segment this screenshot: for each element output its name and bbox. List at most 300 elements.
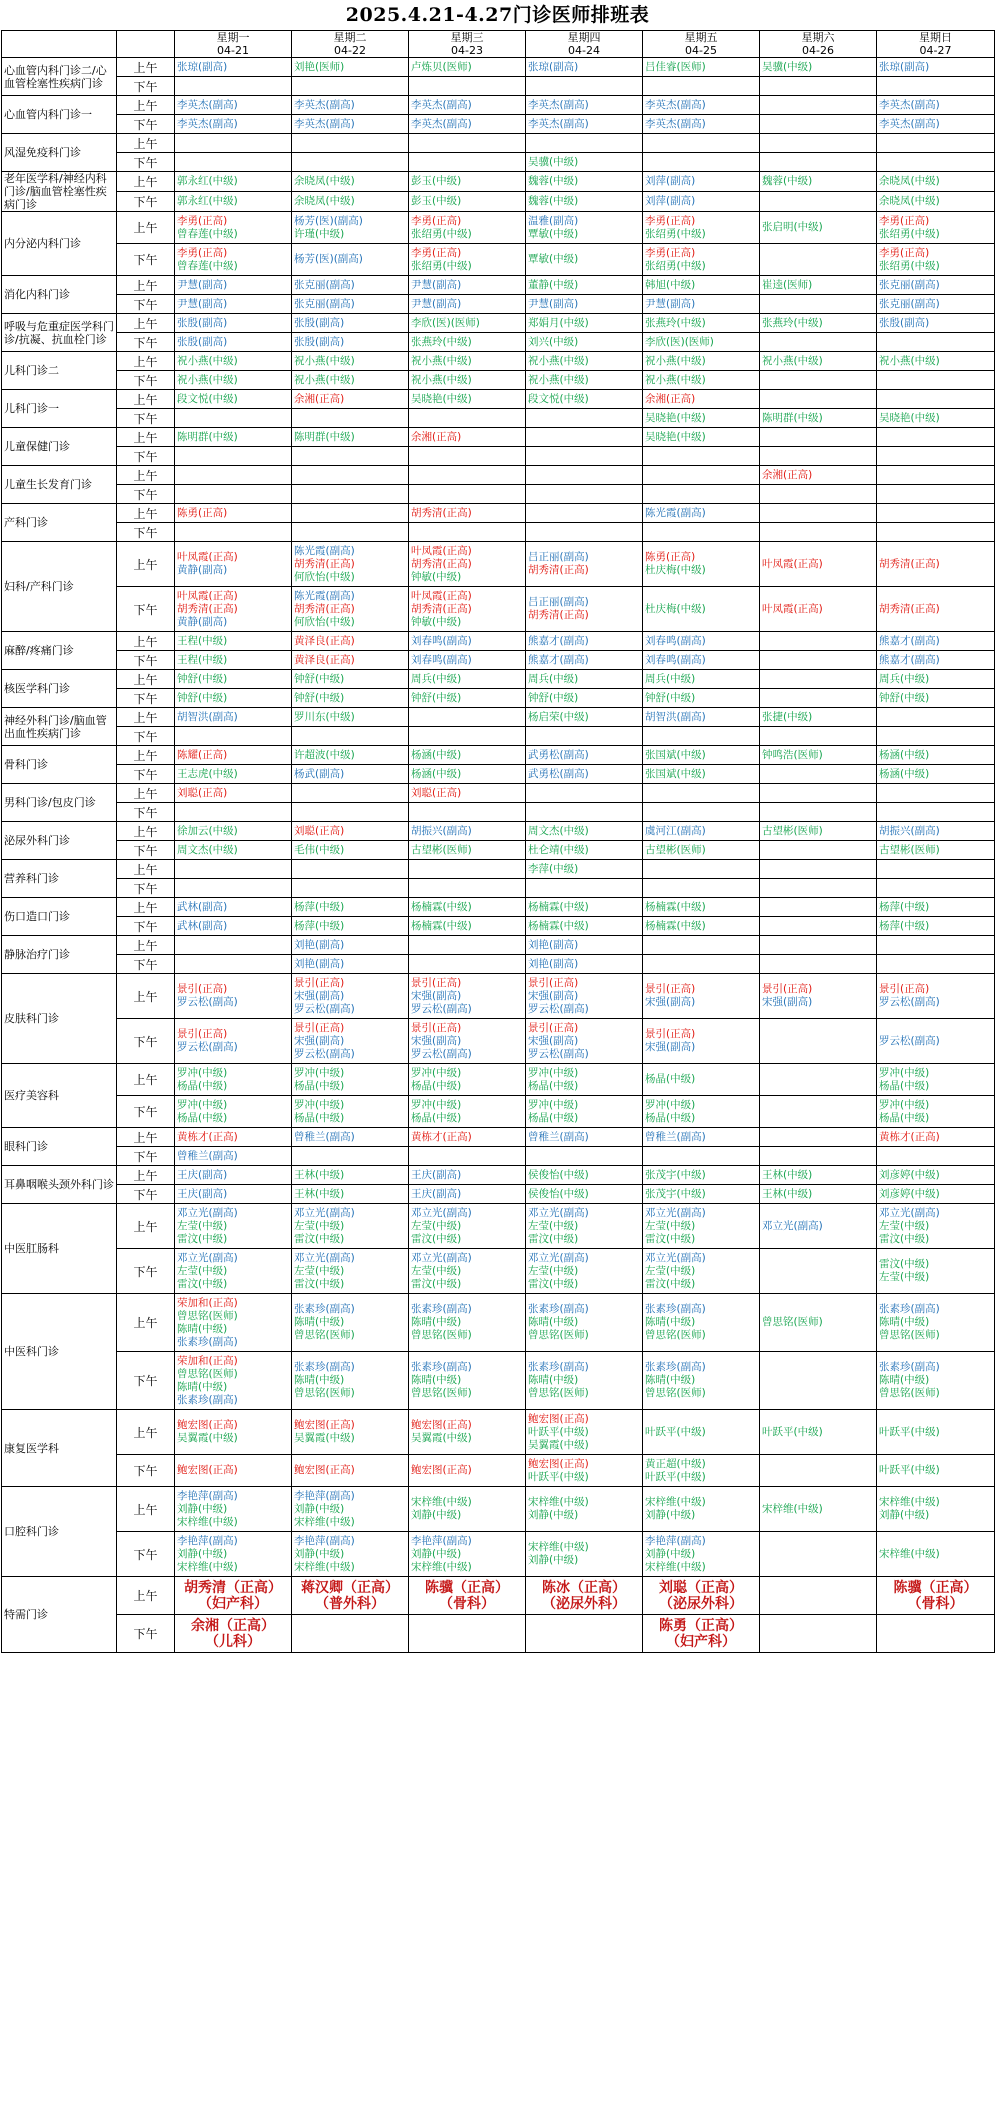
schedule-row xyxy=(2,1615,995,1653)
doctor-entry: 张素珍(副高) xyxy=(879,1361,940,1373)
doctor-entry: 雷汶(中级) xyxy=(645,1277,696,1290)
shift-cell xyxy=(409,172,526,192)
doctor-entry: 尹慧(副高) xyxy=(411,278,462,291)
doctor-entry: 韩旭(中级) xyxy=(645,278,696,291)
doctor-entry: 段文悦(中级) xyxy=(177,392,238,405)
shift-cell xyxy=(175,276,292,295)
shift-cell xyxy=(292,1532,409,1577)
afternoon-label: 下午 xyxy=(117,917,175,936)
day-header xyxy=(409,31,526,58)
shift-cell xyxy=(292,1352,409,1410)
doctor-entry: 杨萍(中级) xyxy=(879,919,930,932)
shift-cell xyxy=(409,244,526,276)
doctor-entry: 宋强(副高) xyxy=(294,1034,345,1047)
schedule-row xyxy=(2,689,995,708)
schedule-row xyxy=(2,212,995,244)
doctor-entry: 黄静(副高) xyxy=(177,615,228,628)
department-name: 儿童生长发育门诊 xyxy=(2,466,117,504)
shift-cell xyxy=(292,523,409,542)
schedule-row xyxy=(2,1487,995,1532)
doctor-entry: 张燕玲(中级) xyxy=(645,316,706,329)
shift-cell xyxy=(643,466,760,485)
shift-cell xyxy=(175,409,292,428)
shift-cell xyxy=(409,670,526,689)
doctor-entry: 李勇(正高) xyxy=(879,246,930,259)
doctor-entry: 杨晶(中级) xyxy=(645,1073,696,1085)
shift-cell xyxy=(175,153,292,172)
shift-cell xyxy=(643,974,760,1019)
shift-cell xyxy=(526,841,643,860)
doctor-entry: 宋梓维(中级) xyxy=(528,1496,589,1508)
doctor-entry: 曾思铭(医师) xyxy=(177,1309,238,1322)
shift-cell xyxy=(643,803,760,822)
afternoon-label: 下午 xyxy=(117,153,175,172)
doctor-entry: 胡秀清(正高) xyxy=(177,602,238,615)
schedule-row xyxy=(2,708,995,727)
shift-cell xyxy=(643,485,760,504)
morning-label: 上午 xyxy=(117,1204,175,1249)
shift-cell xyxy=(643,371,760,390)
shift-cell xyxy=(175,192,292,212)
doctor-entry: 罗冲(中级) xyxy=(879,1098,930,1111)
doctor-entry: 陈晴(中级) xyxy=(294,1374,345,1386)
schedule-row xyxy=(2,276,995,295)
shift-cell xyxy=(877,352,995,371)
doctor-entry: 张素珍(副高) xyxy=(528,1361,589,1373)
schedule-row xyxy=(2,841,995,860)
doctor-entry: 刘静(中级) xyxy=(411,1509,462,1521)
department-name: 儿科门诊一 xyxy=(2,390,117,428)
doctor-entry: 熊嘉才(副高) xyxy=(879,634,940,647)
morning-label: 上午 xyxy=(117,822,175,841)
shift-cell xyxy=(643,1532,760,1577)
doctor-entry: 刘静(中级) xyxy=(177,1547,228,1560)
morning-label: 上午 xyxy=(117,172,175,192)
doctor-entry: 吕佳睿(医师) xyxy=(645,60,706,73)
doctor-entry: 熊嘉才(副高) xyxy=(528,653,589,666)
shift-cell xyxy=(643,153,760,172)
doctor-entry: 陈勇(正高) xyxy=(645,551,696,563)
doctor-entry: 曾思铭(医师) xyxy=(411,1387,472,1399)
schedule-row xyxy=(2,1410,995,1455)
doctor-entry: 杨芳(医)(副高) xyxy=(294,214,363,227)
shift-cell xyxy=(643,428,760,447)
doctor-entry: 张克丽(副高) xyxy=(294,278,355,291)
day-date: 04-26 xyxy=(802,44,834,57)
shift-cell xyxy=(292,77,409,96)
shift-cell xyxy=(877,485,995,504)
shift-cell xyxy=(409,632,526,651)
doctor-entry: 罗冲(中级) xyxy=(294,1066,345,1079)
doctor-entry: 刘静(中级) xyxy=(645,1509,696,1521)
shift-cell xyxy=(526,822,643,841)
doctor-entry: 李英杰(副高) xyxy=(177,98,238,111)
doctor-entry: 杨晶(中级) xyxy=(177,1111,228,1124)
doctor-entry: 武勇松(副高) xyxy=(528,748,589,761)
shift-cell xyxy=(643,841,760,860)
shift-cell xyxy=(409,1128,526,1147)
doctor-entry: 张克丽(副高) xyxy=(879,278,940,291)
shift-cell xyxy=(643,689,760,708)
doctor-entry: 徐加云(中级) xyxy=(177,824,238,837)
afternoon-label: 下午 xyxy=(117,192,175,212)
shift-cell xyxy=(175,936,292,955)
shift-cell xyxy=(526,295,643,314)
shift-cell xyxy=(760,822,877,841)
shift-cell xyxy=(760,134,877,153)
department-name: 营养科门诊 xyxy=(2,860,117,898)
shift-cell xyxy=(760,784,877,803)
shift-cell xyxy=(175,898,292,917)
shift-cell xyxy=(877,689,995,708)
afternoon-label: 下午 xyxy=(117,115,175,134)
doctor-entry: 尹慧(副高) xyxy=(411,297,462,310)
doctor-entry: 宋梓维(中级) xyxy=(645,1496,706,1508)
schedule-body xyxy=(2,58,995,1653)
doctor-entry: 叶跃平(中级) xyxy=(879,1425,940,1438)
shift-cell xyxy=(292,689,409,708)
doctor-entry: 祝小燕(中级) xyxy=(762,354,823,367)
doctor-entry: 杨晶(中级) xyxy=(879,1079,930,1092)
doctor-entry: 景引(正高) xyxy=(411,1021,462,1034)
shift-cell xyxy=(175,1147,292,1166)
doctor-entry: 左莹(中级) xyxy=(879,1271,930,1283)
shift-cell xyxy=(175,746,292,765)
morning-label: 上午 xyxy=(117,1128,175,1147)
doctor-entry: 罗冲(中级) xyxy=(177,1098,228,1111)
shift-cell xyxy=(643,1019,760,1064)
shift-cell xyxy=(292,1147,409,1166)
doctor-entry: 杨武(副高) xyxy=(294,767,345,780)
doctor-entry: 罗冲(中级) xyxy=(645,1098,696,1111)
department-name: 特需门诊 xyxy=(2,1577,117,1653)
shift-cell xyxy=(175,333,292,352)
shift-cell xyxy=(292,153,409,172)
doctor-entry: 张琼(副高) xyxy=(879,60,930,73)
doctor-entry: 陈晴(中级) xyxy=(294,1316,345,1328)
doctor-entry: 祝小燕(中级) xyxy=(528,373,589,386)
doctor-entry: 雷汶(中级) xyxy=(879,1232,930,1245)
shift-cell xyxy=(526,1410,643,1455)
doctor-entry: 李英杰(副高) xyxy=(294,117,355,130)
doctor-entry: 黄正超(中级) xyxy=(645,1457,706,1470)
doctor-entry: 陈晴(中级) xyxy=(879,1316,930,1328)
shift-cell xyxy=(526,542,643,587)
shift-cell xyxy=(643,409,760,428)
shift-cell xyxy=(292,898,409,917)
shift-cell xyxy=(175,1455,292,1487)
doctor-entry: 刘艳(副高) xyxy=(528,957,579,970)
shift-cell xyxy=(526,936,643,955)
shift-cell xyxy=(877,466,995,485)
shift-cell xyxy=(409,212,526,244)
shift-cell xyxy=(526,172,643,192)
shift-cell xyxy=(292,879,409,898)
doctor-entry: 罗冲(中级) xyxy=(294,1098,345,1111)
page-title: 2025.4.21-4.27门诊医师排班表 xyxy=(345,4,650,26)
afternoon-label: 下午 xyxy=(117,77,175,96)
schedule-row xyxy=(2,542,995,587)
doctor-entry: 张燕玲(中级) xyxy=(411,335,472,348)
doctor-entry: 杨晶(中级) xyxy=(411,1079,462,1092)
morning-label: 上午 xyxy=(117,58,175,77)
shift-cell xyxy=(643,1615,760,1653)
shift-cell xyxy=(292,134,409,153)
doctor-entry: 左莹(中级) xyxy=(177,1264,228,1277)
doctor-entry: 杨萍(中级) xyxy=(879,900,930,913)
doctor-entry: 叶凤霞(正高) xyxy=(177,589,238,602)
morning-label: 上午 xyxy=(117,974,175,1019)
department-name: 骨科门诊 xyxy=(2,746,117,784)
morning-label: 上午 xyxy=(117,504,175,523)
shift-cell xyxy=(175,1204,292,1249)
doctor-entry: 尹慧(副高) xyxy=(528,297,579,310)
doctor-entry: 邓立光(副高) xyxy=(528,1206,589,1219)
shift-cell xyxy=(526,1615,643,1653)
doctor-entry: 鲍宏图(正高) xyxy=(294,1419,355,1431)
doctor-entry: 邓立光(副高) xyxy=(411,1206,472,1219)
doctor-entry: 吴翼霞(中级) xyxy=(528,1438,589,1451)
doctor-entry: 周文杰(中级) xyxy=(177,843,238,856)
doctor-entry: 曾思铭(医师) xyxy=(879,1387,940,1399)
shift-cell xyxy=(292,172,409,192)
shift-cell xyxy=(877,153,995,172)
doctor-entry: 邓立光(副高) xyxy=(645,1206,706,1219)
doctor-entry: 胡振兴(副高) xyxy=(411,824,472,837)
schedule-row xyxy=(2,58,995,77)
doctor-entry: 张绍勇(中级) xyxy=(645,259,706,272)
shift-cell xyxy=(175,371,292,390)
shift-cell xyxy=(760,447,877,466)
shift-cell xyxy=(526,746,643,765)
shift-cell xyxy=(526,244,643,276)
shift-cell xyxy=(175,1128,292,1147)
shift-cell xyxy=(175,1096,292,1128)
doctor-entry: 武林(副高) xyxy=(177,919,228,932)
doctor-entry: 吴晓艳(中级) xyxy=(879,411,940,424)
doctor-entry: 杨晶(中级) xyxy=(645,1111,696,1124)
shift-cell xyxy=(292,1487,409,1532)
doctor-entry: 李英杰(副高) xyxy=(528,117,589,130)
doctor-entry: 张素珍(副高) xyxy=(177,1393,238,1406)
shift-cell xyxy=(877,504,995,523)
schedule-row xyxy=(2,727,995,746)
shift-cell xyxy=(760,898,877,917)
department-name: 老年医学科/神经内科门诊/脑血管栓塞性疾病门诊 xyxy=(2,172,117,212)
afternoon-label: 下午 xyxy=(117,295,175,314)
morning-label: 上午 xyxy=(117,314,175,333)
doctor-entry: 罗云松(副高) xyxy=(528,1002,589,1015)
shift-cell xyxy=(643,172,760,192)
shift-cell xyxy=(175,879,292,898)
shift-cell xyxy=(526,409,643,428)
doctor-entry: 钟舒(中级) xyxy=(177,672,228,685)
shift-cell xyxy=(760,96,877,115)
morning-label: 上午 xyxy=(117,390,175,409)
shift-cell xyxy=(643,765,760,784)
doctor-entry: 张殷(副高) xyxy=(177,316,228,329)
doctor-entry: 杨晶(中级) xyxy=(528,1111,579,1124)
doctor-entry: 景引(正高) xyxy=(762,983,813,995)
shift-cell xyxy=(877,1455,995,1487)
doctor-entry: 胡秀清(正高) xyxy=(879,557,940,570)
doctor-entry: 刘静(中级) xyxy=(294,1547,345,1560)
shift-cell xyxy=(292,1064,409,1096)
doctor-entry: 王林(中级) xyxy=(762,1168,813,1181)
schedule-row xyxy=(2,390,995,409)
shift-cell xyxy=(175,428,292,447)
shift-cell xyxy=(877,115,995,134)
doctor-entry: 张素珍(副高) xyxy=(879,1303,940,1315)
doctor-entry: 武林(副高) xyxy=(177,900,228,913)
doctor-entry: 曾思铭(医师) xyxy=(411,1329,472,1341)
department-name: 内分泌内科门诊 xyxy=(2,212,117,276)
shift-cell xyxy=(760,409,877,428)
shift-cell xyxy=(760,955,877,974)
doctor-entry: 罗冲(中级) xyxy=(411,1098,462,1111)
shift-cell xyxy=(292,1615,409,1653)
shift-cell xyxy=(409,352,526,371)
doctor-entry: 吴翼霞(中级) xyxy=(177,1432,238,1444)
doctor-entry: 李欣(医)(医师) xyxy=(411,316,480,329)
department-name: 麻醉/疼痛门诊 xyxy=(2,632,117,670)
shift-cell xyxy=(643,746,760,765)
shift-cell xyxy=(877,822,995,841)
shift-cell xyxy=(643,212,760,244)
department-name: 妇科/产科门诊 xyxy=(2,542,117,632)
shift-cell xyxy=(877,632,995,651)
doctor-entry: 刘春鸣(副高) xyxy=(645,634,706,647)
shift-cell xyxy=(175,974,292,1019)
morning-label: 上午 xyxy=(117,276,175,295)
morning-label: 上午 xyxy=(117,1064,175,1096)
doctor-entry: 张绍勇(中级) xyxy=(645,227,706,240)
shift-cell xyxy=(409,504,526,523)
doctor-entry: 尹慧(副高) xyxy=(645,297,696,310)
day-header xyxy=(643,31,760,58)
doctor-entry: 张茂宇(中级) xyxy=(645,1168,706,1181)
shift-cell xyxy=(409,523,526,542)
schedule-row xyxy=(2,1019,995,1064)
shift-cell xyxy=(877,1204,995,1249)
schedule-row xyxy=(2,504,995,523)
doctor-entry: 曾稚兰(副高) xyxy=(645,1130,706,1143)
doctor-entry: 张绍勇(中级) xyxy=(411,227,472,240)
doctor-entry: 刘静(中级) xyxy=(411,1547,462,1560)
doctor-entry: 刘兴(中级) xyxy=(528,335,579,348)
doctor-entry: 李艳萍(副高) xyxy=(177,1534,238,1547)
doctor-entry: 左莹(中级) xyxy=(294,1264,345,1277)
shift-cell xyxy=(760,803,877,822)
doctor-entry: 卢炼贝(医师) xyxy=(411,60,472,73)
schedule-row xyxy=(2,879,995,898)
doctor-entry: 曾稚兰(副高) xyxy=(294,1130,355,1143)
doctor-entry: 黄泽良(正高) xyxy=(294,653,355,666)
doctor-entry: 李英杰(副高) xyxy=(177,117,238,130)
schedule-row xyxy=(2,1294,995,1352)
shift-cell xyxy=(643,1147,760,1166)
afternoon-label: 下午 xyxy=(117,587,175,632)
doctor-entry: 陈晴(中级) xyxy=(528,1316,579,1328)
morning-label: 上午 xyxy=(117,96,175,115)
doctor-entry: 钟舒(中级) xyxy=(411,691,462,704)
doctor-entry: 荣加和(正高) xyxy=(177,1296,238,1309)
shift-cell xyxy=(760,632,877,651)
doctor-entry: 鲍宏图(正高) xyxy=(177,1464,238,1476)
doctor-entry: 吕正丽(副高) xyxy=(528,551,589,563)
shift-cell xyxy=(877,1577,995,1615)
afternoon-label: 下午 xyxy=(117,1249,175,1294)
morning-label: 上午 xyxy=(117,428,175,447)
doctor-entry: 祝小燕(中级) xyxy=(411,354,472,367)
doctor-entry: 刘艳(医师) xyxy=(294,60,345,73)
shift-cell xyxy=(526,1204,643,1249)
doctor-entry: 王庆(副高) xyxy=(411,1187,462,1200)
shift-cell xyxy=(877,898,995,917)
shift-cell xyxy=(526,192,643,212)
shift-cell xyxy=(643,1064,760,1096)
doctor-entry: 雷汶(中级) xyxy=(294,1232,345,1245)
shift-cell xyxy=(643,1166,760,1185)
schedule-row xyxy=(2,1577,995,1615)
department-name: 静脉治疗门诊 xyxy=(2,936,117,974)
doctor-entry: 左莹(中级) xyxy=(645,1219,696,1232)
doctor-entry: 罗云松(副高) xyxy=(177,1041,238,1053)
schedule-row xyxy=(2,936,995,955)
schedule-row xyxy=(2,651,995,670)
shift-cell xyxy=(643,727,760,746)
doctor-entry: 陈勇（正高） xyxy=(659,1617,743,1634)
shift-cell xyxy=(643,708,760,727)
doctor-entry: 李英杰(副高) xyxy=(645,98,706,111)
doctor-entry: 雷汶(中级) xyxy=(645,1232,696,1245)
afternoon-label: 下午 xyxy=(117,879,175,898)
doctor-entry: 古望彬(医师) xyxy=(879,843,940,856)
afternoon-label: 下午 xyxy=(117,1185,175,1204)
shift-cell xyxy=(409,96,526,115)
doctor-entry: 余晓凤(中级) xyxy=(294,175,355,187)
doctor-entry: 陈晴(中级) xyxy=(879,1374,930,1386)
shift-cell xyxy=(175,917,292,936)
doctor-entry: 刘聪（正高） xyxy=(659,1579,743,1596)
shift-cell xyxy=(760,651,877,670)
doctor-entry: 宋梓维(中级) xyxy=(177,1560,238,1573)
shift-cell xyxy=(877,727,995,746)
doctor-entry: 李英杰(副高) xyxy=(528,98,589,111)
shift-cell xyxy=(292,96,409,115)
morning-label: 上午 xyxy=(117,708,175,727)
doctor-entry: 李英杰(副高) xyxy=(879,98,940,111)
shift-cell xyxy=(292,485,409,504)
doctor-entry: 许瑾(中级) xyxy=(294,227,345,240)
doctor-entry: 刘静(中级) xyxy=(645,1547,696,1560)
schedule-row xyxy=(2,1249,995,1294)
shift-cell xyxy=(292,244,409,276)
afternoon-label: 下午 xyxy=(117,1352,175,1410)
shift-cell xyxy=(175,314,292,333)
doctor-entry: 景引(正高) xyxy=(177,1028,228,1040)
shift-cell xyxy=(526,77,643,96)
department-name: 心血管内科门诊一 xyxy=(2,96,117,134)
doctor-entry: 古望彬(医师) xyxy=(645,843,706,856)
shift-cell xyxy=(760,153,877,172)
doctor-entry: 景引(正高) xyxy=(645,1028,696,1040)
shift-cell xyxy=(526,955,643,974)
shift-cell xyxy=(760,936,877,955)
doctor-entry: 罗冲(中级) xyxy=(528,1066,579,1079)
shift-cell xyxy=(760,1204,877,1249)
schedule-row xyxy=(2,1532,995,1577)
